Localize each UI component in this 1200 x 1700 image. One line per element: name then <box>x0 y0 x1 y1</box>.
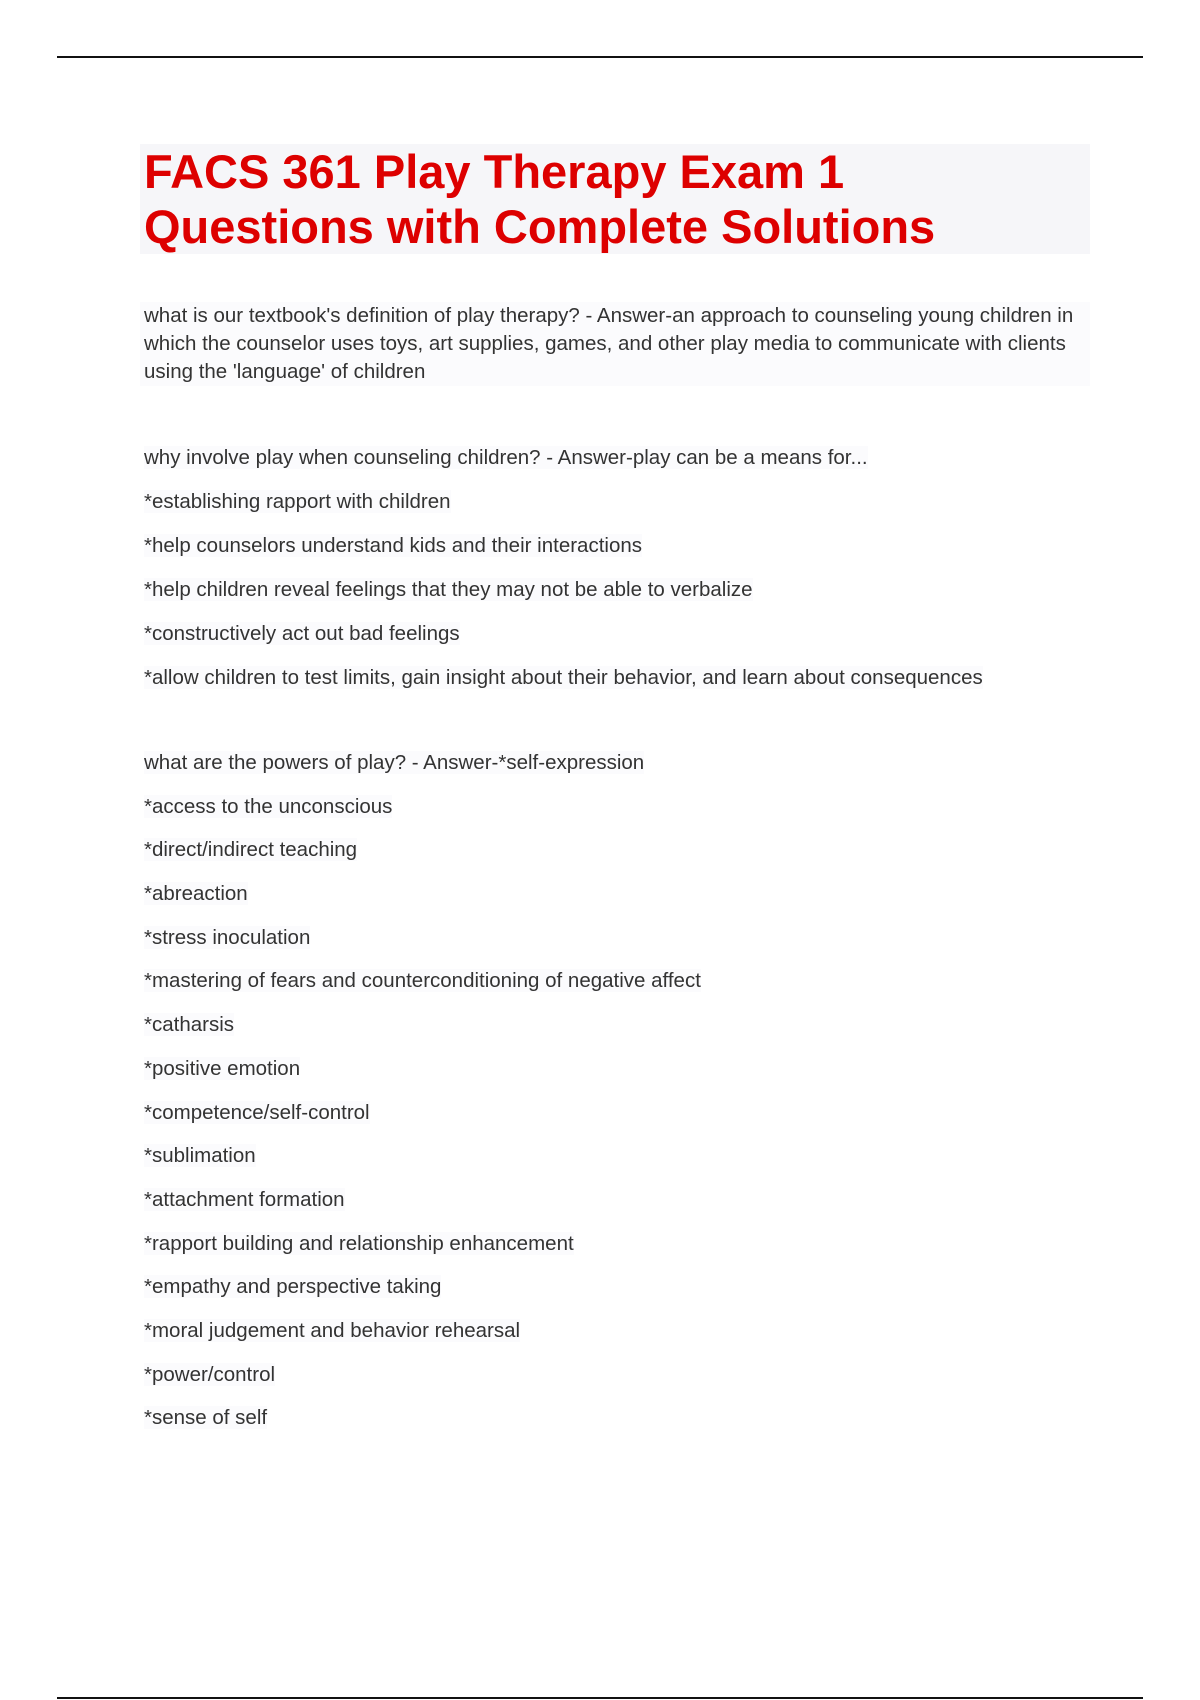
list-item: *stress inoculation <box>144 925 311 949</box>
list-item: *sense of self <box>144 1406 268 1430</box>
qa-block-1 <box>140 302 1090 386</box>
answer-list <box>140 488 1090 692</box>
answer-list <box>140 793 1090 1433</box>
qa-block-3 <box>140 749 1090 1448</box>
list-item: *rapport building and relationship enhancement <box>144 1231 574 1255</box>
list-item: *mastering of fears and counterconditioning of negative affect <box>144 969 701 993</box>
question-answer-text: why involve play when counseling children? - Answer-play can be a means for... <box>144 446 868 469</box>
list-item: *positive emotion <box>144 1056 301 1080</box>
top-rule <box>57 56 1143 58</box>
list-item: *catharsis <box>144 1013 235 1037</box>
list-item: *help counselors understand kids and their interactions <box>144 534 642 557</box>
list-item: *allow children to test limits, gain insight about their behavior, and learn about consequences <box>144 666 983 689</box>
list-item: *power/control <box>144 1362 276 1386</box>
document-title <box>140 144 1090 254</box>
list-item: *establishing rapport with children <box>144 490 451 513</box>
list-item: *moral judgement and behavior rehearsal <box>144 1318 521 1342</box>
qa-block-2 <box>140 444 1090 708</box>
bottom-rule <box>57 1697 1143 1699</box>
question-answer-text: what are the powers of play? - Answer-*self-expression <box>144 751 645 774</box>
list-item: *access to the unconscious <box>144 794 393 818</box>
document-body <box>140 144 1090 254</box>
list-item: *competence/self-control <box>144 1100 370 1124</box>
list-item: *help children reveal feelings that they may not be able to verbalize <box>144 578 753 601</box>
list-item: *sublimation <box>144 1144 256 1168</box>
list-item: *constructively act out bad feelings <box>144 622 460 645</box>
question-answer-text: what is our textbook's definition of play therapy? - Answer-an approach to counseling young children in which the counselor uses toys, art supplies, games, and other play media to communicate with clients using the 'language' of children <box>140 302 1090 386</box>
list-item: *attachment formation <box>144 1187 345 1211</box>
title-line-1: FACS 361 Play Therapy Exam 1 <box>144 145 845 198</box>
title-line-2: Questions with Complete Solutions <box>144 200 936 253</box>
list-item: *empathy and perspective taking <box>144 1275 442 1299</box>
list-item: *direct/indirect teaching <box>144 838 358 862</box>
list-item: *abreaction <box>144 882 248 906</box>
